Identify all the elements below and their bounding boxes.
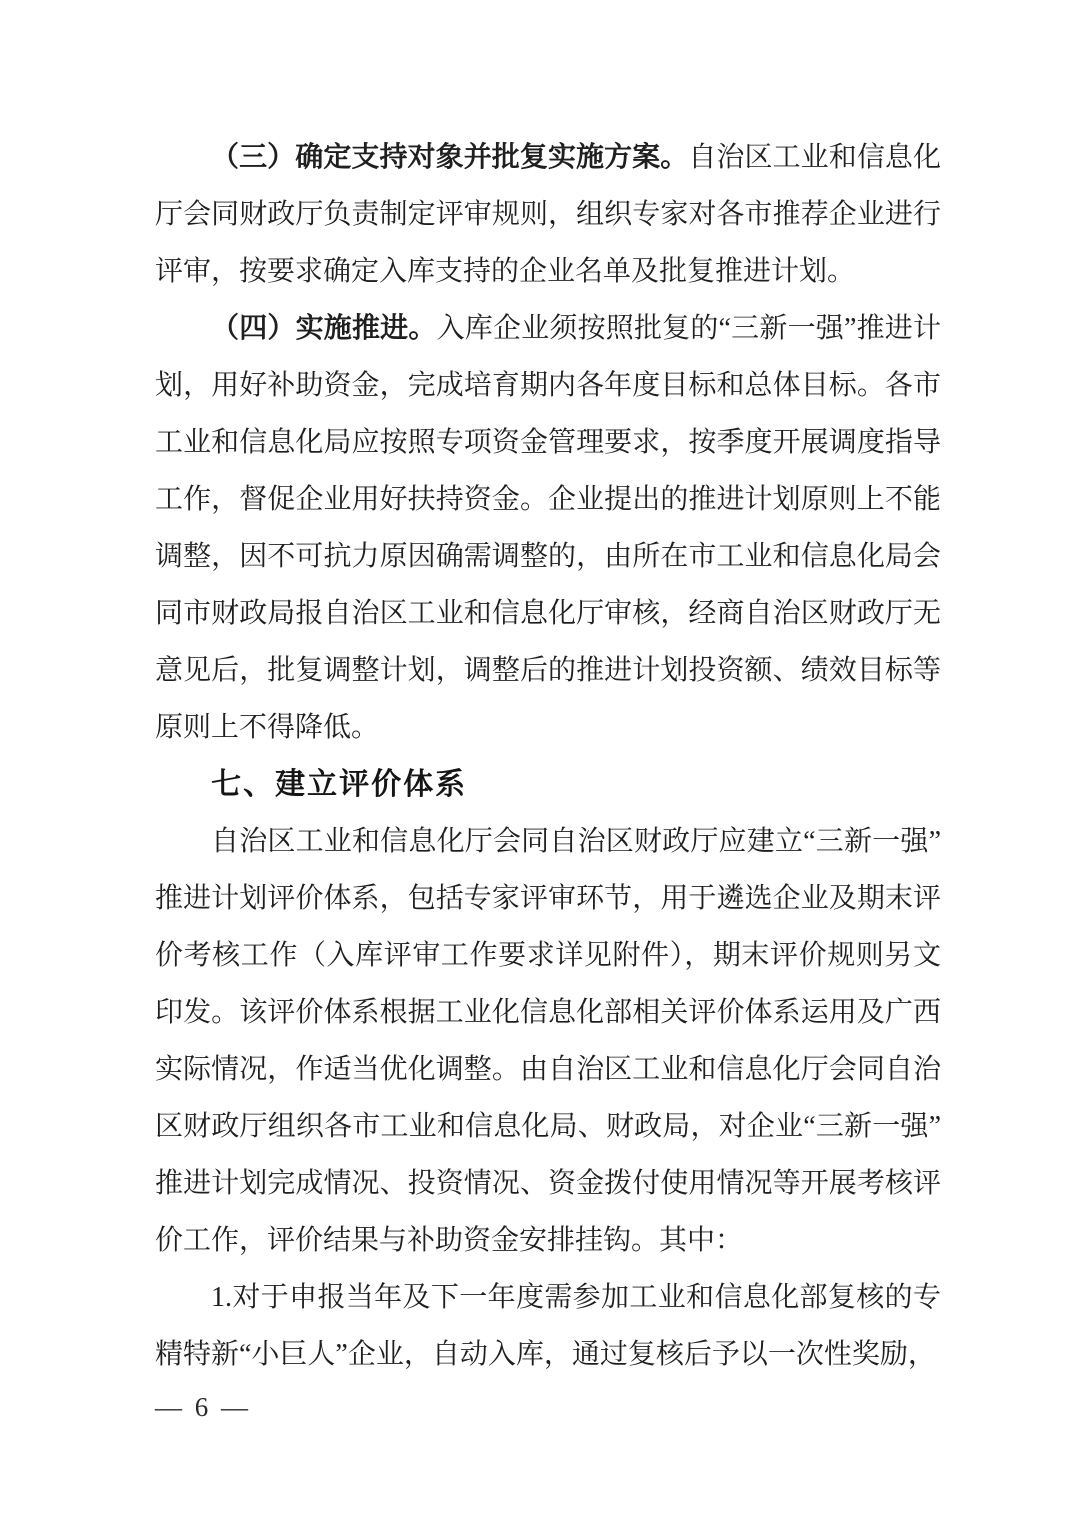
numbered-item-1-paragraph (155, 1269, 941, 1383)
paragraph-item-4-lead: （四）实施推进。 (211, 313, 437, 344)
section-7-intro-paragraph (155, 813, 941, 1269)
numbered-item-1-text: 1.对于申报当年及下一年度需参加工业和信息化部复核的专精特新“小巨人”企业，自动入库，通过复核后予以一次性奖励， (155, 1282, 941, 1370)
document-body (155, 129, 941, 1383)
paragraph-item-4 (155, 300, 941, 756)
paragraph-item-3-text: 自治区工业和信息化厅会同财政厅负责制定评审规则，组织专家对各市推荐企业进行评审，按要求确定入库支持的企业名单及批复推进计划。 (155, 142, 941, 287)
page-number: — 6 — (155, 1392, 251, 1422)
section-7-heading: 七、建立评价体系 (211, 768, 468, 801)
paragraph-item-3 (155, 129, 941, 300)
paragraph-item-4-text: 入库企业须按照批复的“三新一强”推进计划，用好补助资金，完成培育期内各年度目标和总体目标。各市工业和信息化局应按照专项资金管理要求，按季度开展调度指导工作，督促企业用好扶持资金。企业提出的推进计划原则上不能调整，因不可抗力原因确需调整的，由所在市工业和信息化局会同市财政局报自治区工业和信息化厅审核，经商自治区财政厅无意见后，批复调整计划，调整后的推进计划投资额、绩效目标等原则上不得降低。 (155, 313, 941, 743)
paragraph-item-3-lead: （三）确定支持对象并批复实施方案。 (211, 142, 689, 173)
section-7-intro-text: 自治区工业和信息化厅会同自治区财政厅应建立“三新一强”推进计划评价体系，包括专家评审环节，用于遴选企业及期末评价考核工作（入库评审工作要求详见附件），期末评价规则另文印发。该评价体系根据工业化信息化部相关评价体系运用及广西实际情况，作适当优化调整。由自治区工业和信息化厅会同自治区财政厅组织各市工业和信息化局、财政局，对企业“三新一强”推进计划完成情况、投资情况、资金拨付使用情况等开展考核评价工作，评价结果与补助资金安排挂钩。其中： (155, 826, 941, 1256)
